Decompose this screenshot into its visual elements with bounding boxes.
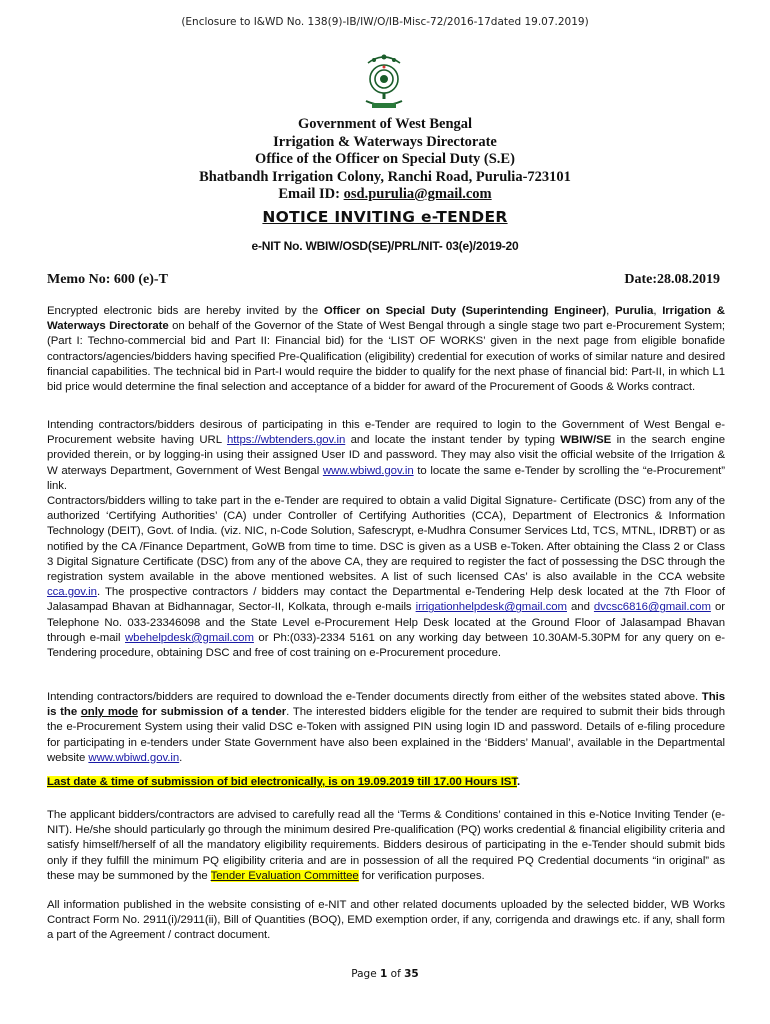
footer-of: of	[387, 968, 405, 980]
footer-page-label: Page	[351, 968, 381, 980]
paragraph-information	[47, 898, 725, 944]
p3-text2: . The prospective contractors / bidders may contact the Departmental e-Tendering Help desk located at the 7th Floor of Jalasampad Bhavan at Bidhannagar, Sector-II, Kolkata, through e-mails	[47, 586, 725, 614]
p4-bold2: for submission of a tender	[138, 706, 287, 719]
p1-rest: on behalf of the Governor of the State of West Bengal through a single stage two part e-Procurement System; (Part I: Techno-commercial bid and Part II: Financial bid) for the ‘LIST OF WORKS’ given in the next page from eligible bonafide contractors/agencies/bidders having specified Pre-Qualification (eligibility) credential for execution of works of similar nature and desired financial capabilities. The technical bid in Part-I would require the bidder to qualify for the next phase of financial bid: Part-II, in which L1 bid price would determine the final selection and acceptance of a bidder for award of the Procurement of Goods & Works contract.	[47, 320, 726, 394]
office-email-link[interactable]: osd.purulia@gmail.com	[343, 186, 492, 202]
email-label: Email ID:	[278, 186, 344, 202]
memo-row	[47, 272, 720, 288]
p1-officer: Officer on Special Duty (Superintending Engineer)	[323, 305, 607, 317]
enit-number: e-NIT No. WBIW/OSD(SE)/PRL/NIT- 03(e)/2019-20	[251, 239, 519, 253]
header-address: Bhatbandh Irrigation Colony, Ranchi Road, Purulia-723101	[199, 168, 571, 185]
p2-text3: in the search engine provided therein, or by logging-in using their assigned User ID and password. They may also visit the official website of the Irrigation & W aterways Department, Government of West Bengal	[47, 434, 725, 477]
p2-search-term: WBIW/SE	[560, 434, 612, 447]
p1-directorate: Irrigation & Waterways Directorate	[47, 305, 725, 333]
p1-sep2: ,	[653, 305, 663, 317]
paragraph-download	[47, 690, 725, 766]
notice-title: NOTICE INVITING e-TENDER	[262, 208, 508, 226]
p2-text4: to locate the same e-Tender by scrolling the “e-Procurement” link.	[47, 464, 726, 492]
cca-link[interactable]: cca.gov.in	[47, 586, 97, 599]
p1-text: Encrypted electronic bids are hereby invited by the	[47, 305, 324, 317]
header-office: Office of the Officer on Special Duty (S.E)	[255, 151, 515, 167]
submission-deadline: Last date & time of submission of bid electronically, is on 19.09.2019 till 17.00 Hours IST	[47, 776, 517, 788]
p4-text2: . The interested bidders eligible for the tender are required to submit their bids through the e-Procurement System using their valid DSC e-Token with assigned PIN using login ID and password. Details of e-filing procedure for participating in e-tenders under State Government have also been explained in the ‘Bidders’ Manual’, available in the Departmental website	[47, 706, 725, 764]
paragraph-deadline	[47, 775, 725, 790]
office-header	[0, 116, 770, 204]
p3-text5: or Ph:(033)-2334 5161 on any working day between 10.30AM-5.30PM for any query on e-Tendering procedure, obtaining DSC and free of cost training on e-Procurement procedure.	[47, 631, 725, 660]
page-footer	[0, 968, 770, 980]
p6-end: for verification purposes.	[358, 869, 485, 882]
wbehelpdesk-email[interactable]: wbehelpdesk@gmail.com	[125, 631, 254, 644]
notice-date: Date:28.08.2019	[624, 272, 720, 287]
dvcsc-email[interactable]: dvcsc6816@gmail.com	[593, 601, 711, 614]
p1-purulia: Purulia	[615, 305, 654, 317]
header-government: Government of West Bengal	[297, 116, 473, 132]
tender-evaluation-committee: Tender Evaluation Committee	[210, 869, 359, 882]
p4-bold1: This is the	[47, 691, 725, 719]
footer-page-number: 1	[380, 968, 388, 980]
paragraph-dsc	[47, 494, 725, 661]
west-bengal-emblem-icon	[358, 49, 410, 111]
p2-text2: and locate the instant tender by typing	[345, 434, 561, 447]
paragraph-login	[47, 418, 725, 494]
enclosure-reference: (Enclosure to I&WD No. 138(9)-IB/IW/O/IB-Misc-72/2016-17dated 19.07.2019)	[181, 16, 589, 28]
p1-sep: ,	[606, 305, 616, 317]
p4-end: .	[179, 751, 183, 764]
wbtenders-link[interactable]: https://wbtenders.gov.in	[226, 434, 346, 447]
header-directorate: Irrigation & Waterways Directorate	[273, 133, 497, 150]
wbiwd-link-2[interactable]: www.wbiwd.gov.in	[88, 751, 180, 764]
memo-number: Memo No: 600 (e)-T	[47, 272, 168, 287]
p3-text: Contractors/bidders willing to take part in the e-Tender are required to obtain a valid Digital Signature- Certificate (DSC) from any of the authorized ‘Certifying Authorities’ (CA) under Controller of Certifying Authorities (CCA), Department of Electronics & Information Technology (DEIT), Govt. of India. (viz. NIC, n-Code Solution, Safescrypt, e-Mudhra Consumer Services Ltd, TCS, MTNL, IDRBT) or as notified by the CA /Finance Department, GoWB from time to time. DSC is given as a USB e-Token. After obtaining the Class 2 or Class 3 Digital Signature Certificate (DSC) from any of the above CA, they are required to register the fact of possessing the DSC through the registration system available in the above mentioned websites. A list of such licensed CAs’ is also available in the CCA website	[47, 495, 725, 584]
p3-text4: or Telephone No. 033-23346098 and the State Level e-Procurement Help Desk located at the Ground Floor of Jalasampad Bhavan through e-mail	[47, 601, 725, 644]
paragraph-terms	[47, 808, 725, 884]
paragraph-invitation	[47, 304, 725, 395]
p4-text: Intending contractors/bidders are required to download the e-Tender documents directly from either of the websites stated above.	[47, 691, 702, 703]
p6-text: The applicant bidders/contractors are advised to carefully read all the ‘Terms & Conditions’ contained in this e-Notice Inviting Tender (e-NIT). He/she should particularly go through the minimum desired Pre-qualification (PQ) works credential & financial eligibility criteria and satisfy himself/herself of all the mandatory eligibility requirements. Bidders desirous of participating in the e-Tender should submit bids only if they fulfill the minimum PQ eligibility criteria and are in possession of all the required PQ Credential documents “in original” as these may be summoned by the	[47, 809, 726, 882]
p2-text: Intending contractors/bidders desirous of participating in this e-Tender are required to login to the Government of West Bengal e-Procurement website having URL	[47, 419, 725, 447]
irrigation-helpdesk-email[interactable]: irrigationhelpdesk@gmail.com	[415, 601, 567, 614]
wbiwd-link[interactable]: www.wbiwd.gov.in	[322, 464, 414, 477]
deadline-end: .	[517, 776, 521, 788]
header-email-line	[0, 186, 770, 204]
p3-text3: and	[566, 601, 594, 614]
p4-only-mode: only mode	[80, 706, 139, 719]
p7-text: All information published in the website consisting of e-NIT and other related documents uploaded by the selected bidder, WB Works Contract Form No. 2911(i)/2911(ii), Bill of Quantities (BOQ), EMD exemption order, if any, corrigenda and drawings etc. if any, shall form a part of the Agreement / contract document.	[47, 899, 725, 942]
footer-total-pages: 35	[404, 968, 419, 980]
